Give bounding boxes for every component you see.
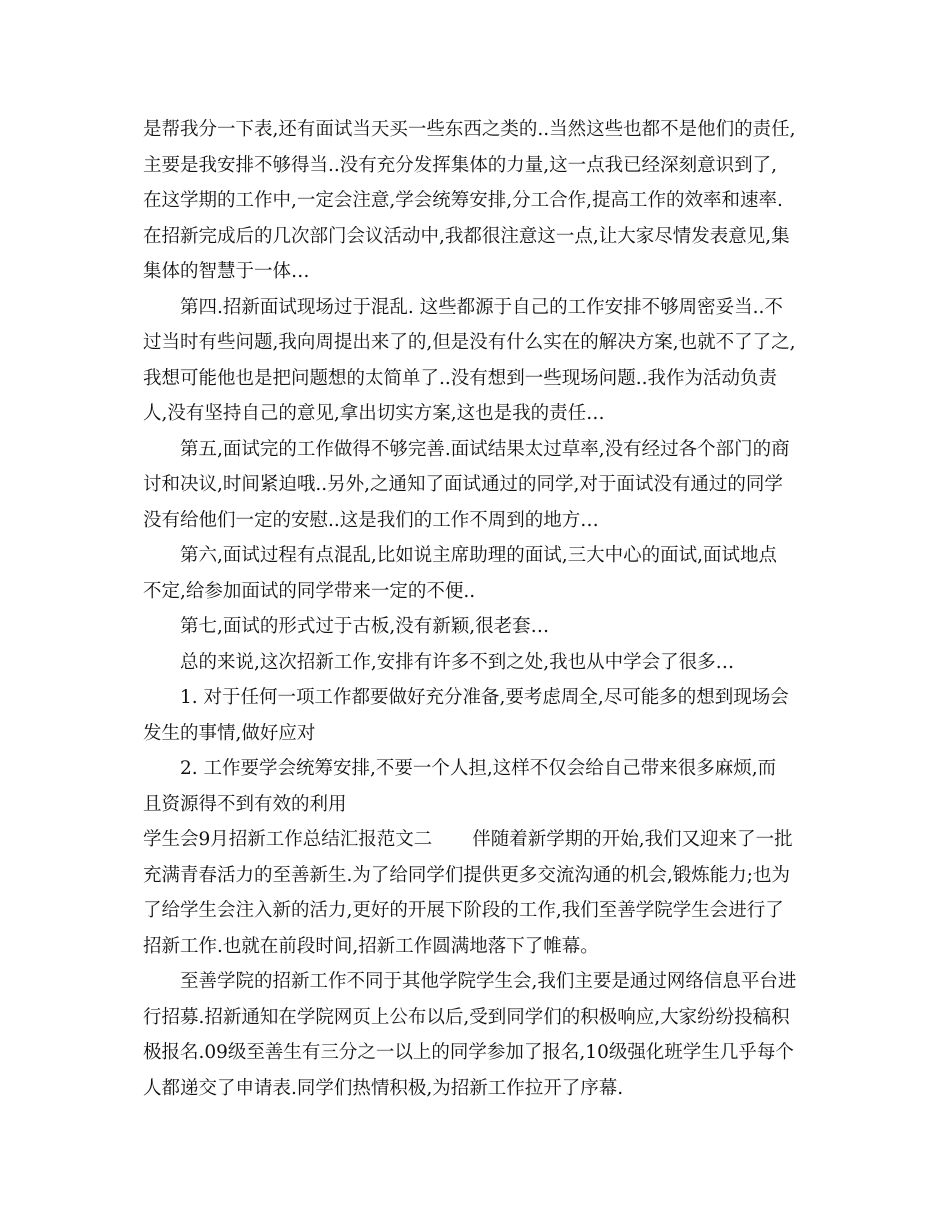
text-line: 人都递交了申请表.同学们热情积极,为招新工作拉开了序幕.	[143, 1077, 624, 1099]
paragraph-sixth-point: 第六,面试过程有点混乱,比如说主席助理的面试,三大中心的面试,面试地点	[180, 545, 778, 566]
text-line: 是帮我分一下表,还有面试当天买一些东西之类的..当然这些也都不是他们的责任,	[143, 119, 796, 140]
text-line: 招新工作.也就在前段时间,招新工作圆满地落下了帷幕。	[143, 935, 599, 957]
text-line: 极报名.09级至善生有三分之一以上的同学参加了报名,10级强化班学生几乎每个	[143, 1042, 794, 1063]
text-line: 在这学期的工作中,一定会注意,学会统筹安排,分工合作,提高工作的效率和速率.	[143, 190, 783, 211]
section-heading: 学生会9月招新工作总结汇报范文二	[143, 829, 433, 850]
paragraph-summary: 总的来说,这次招新工作,安排有许多不到之处,我也从中学会了很多…	[180, 651, 735, 673]
paragraph-fourth-point: 第四.招新面试现场过于混乱. 这些都源于自己的工作安排不够周密妥当..不	[180, 296, 783, 318]
text-line: 且资源得不到有效的利用	[143, 793, 347, 815]
heading-tail-text: 伴随着新学期的开始,我们又迎来了一批	[472, 829, 793, 850]
text-line: 集体的智慧于一体…	[143, 261, 310, 282]
text-line: 了给学生会注入新的活力,更好的开展下阶段的工作,我们至善学院学生会进行了	[143, 900, 784, 921]
text-line: 没有给他们一定的安慰..这是我们的工作不周到的地方…	[143, 509, 599, 531]
text-line: 我想可能他也是把问题想的太简单了..没有想到一些现场问题..我作为活动负责	[143, 367, 778, 389]
document-body	[143, 112, 809, 1106]
text-line: 充满青春活力的至善新生.为了给同学们提供更多交流沟通的机会,锻炼能力;也为	[143, 864, 790, 886]
paragraph-fifth-point: 第五,面试完的工作做得不够完善.面试结果太过草率,没有经过各个部门的商	[180, 438, 790, 460]
text-line: 过当时有些问题,我向周提出来了的,但是没有什么实在的解决方案,也就不了了之,	[143, 332, 796, 353]
text-line: 在招新完成后的几次部门会议活动中,我都很注意这一点,让大家尽情发表意见,集	[143, 225, 790, 247]
text-line: 讨和决议,时间紧迫哦..另外,之通知了面试通过的同学,对于面试没有通过的同学	[143, 474, 783, 495]
heading-line	[143, 822, 809, 858]
list-item-1: 1. 对于任何一项工作都要做好充分准备,要考虑周全,尽可能多的想到现场会	[180, 687, 789, 708]
paragraph-zhishan: 至善学院的招新工作不同于其他学院学生会,我们主要是通过网络信息平台进	[180, 971, 797, 992]
paragraph-seventh-point: 第七,面试的形式过于古板,没有新颖,很老套…	[180, 616, 550, 637]
text-line: 行招募.招新通知在学院网页上公布以后,受到同学们的积极响应,大家纷纷投稿积	[143, 1006, 790, 1028]
list-item-2: 2. 工作要学会统筹安排,不要一个人担,这样不仅会给自己带来很多麻烦,而	[180, 758, 777, 779]
text-line: 不定,给参加面试的同学带来一定的不便..	[143, 580, 476, 602]
text-line: 主要是我安排不够得当..没有充分发挥集体的力量,这一点我已经深刻意识到了,	[143, 154, 778, 176]
text-line: 发生的事情,做好应对	[143, 722, 316, 744]
text-line: 人,没有坚持自己的意见,拿出切实方案,这也是我的责任…	[143, 403, 605, 424]
